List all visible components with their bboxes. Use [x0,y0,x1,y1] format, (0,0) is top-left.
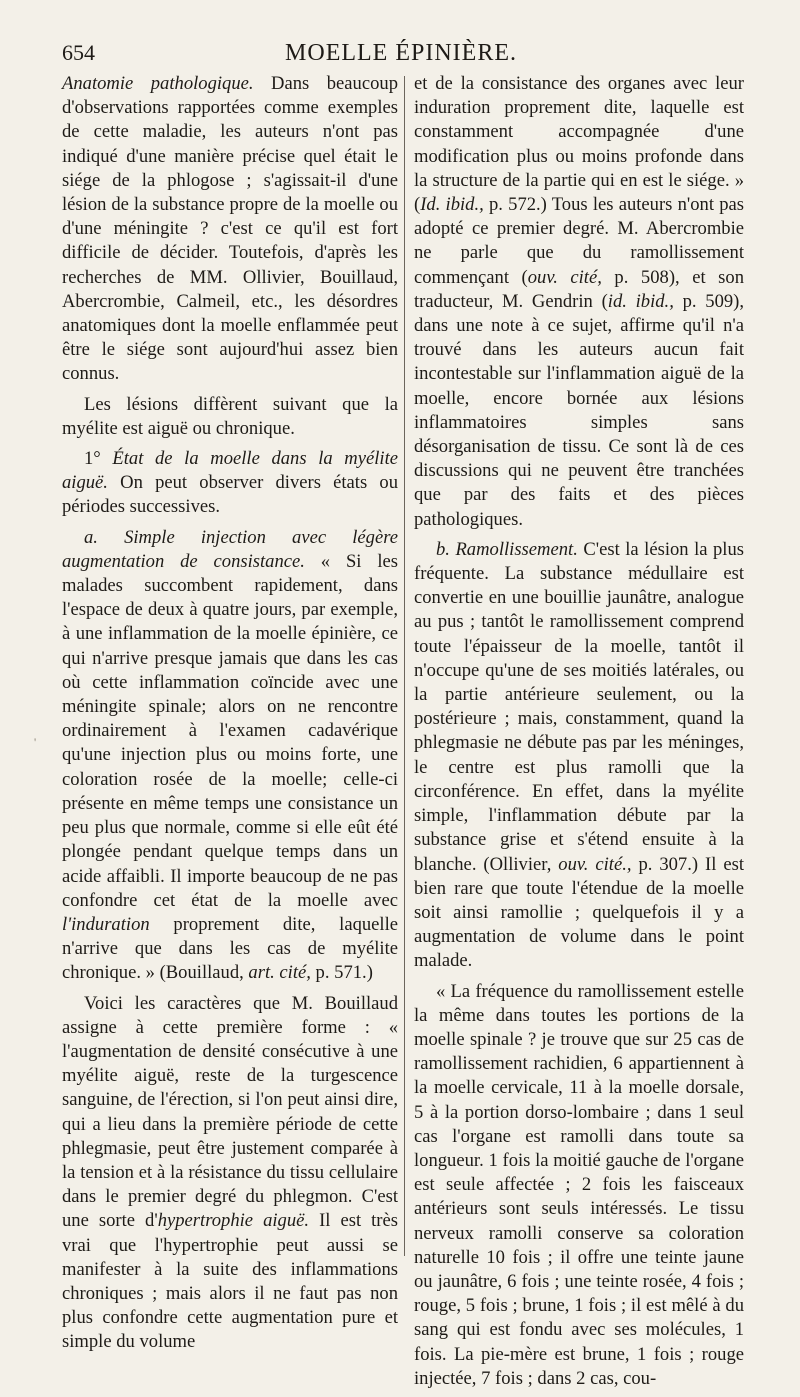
paragraph-caracteres: Voici les caractères que M. Bouillaud assigne à cette première forme : « l'augmentation de densité consécutive à une myélite aiguë, reste de la turgescence sanguine, de l'érection, si l'on peut ainsi dire, qui a lieu dans la première période de cette phlegmasie, peut être justement comparée à la tension et à la résistance du tissu cellulaire dans le premier degré du phlegmon. C'est une sorte d'hypertrophie aiguë. Il est très vrai que l'hypertrophie peut aussi se manifester à la suite des inflammations chroniques ; mais alors il ne faut pas non plus confondre cette augmentation pure et simple du volume [62,992,398,1353]
paragraph-consistance: et de la consistance des organes avec leur induration proprement dite, laquelle est constamment accompagnée d'une modification plus ou moins profonde dans la structure de la partie qui en est le siége. » (Id. ibid., p. 572.) Tous les auteurs n'ont pas adopté ce premier degré. M. Abercrombie ne parle que du ramollissement commençant (ouv. cité, p. 508), et son traducteur, M. Gendrin (id. ibid., p. 509), dans une note à ce sujet, affirme qu'il n'a trouvé dans les auteurs aucun fait incontestable sur l'inflammation aiguë de la moelle, encore bornée aux lésions inflammatoires simples sans désorganisation de tissu. Ce sont là de ces discussions qui ne peuvent être tranchées que par des faits et des pièces pathologiques. [414,73,744,530]
section-heading: Anatomie pathologique. [62,73,254,94]
page-number: 654 [62,40,95,65]
print-speck: ' [34,735,37,749]
running-title: MOELLE ÉPINIÈRE. [285,40,517,66]
paragraph-frequence: « La fréquence du ramollissement estelle la même dans toutes les portions de la moelle spinale ? je trouve que sur 25 cas de ramollissement rachidien, 6 appartiennent à la moelle cervicale, 11 à la moelle dorsale, 5 à la portion dorso-lombaire ; dans 1 seul cas l'organe est ramolli dans toute sa longueur. 1 fois la moitié gauche de l'organe est seule affectée ; 2 fois les faisceaux antérieurs sont seuls intéressés. Le tissu nerveux ramolli conserve sa coloration naturelle 10 fois ; il offre une teinte jaune ou jaunâtre, 6 fois ; une teinte rosée, 4 fois ; rouge, 5 fois ; brune, 1 fois ; il est mêlé à du sang qui est fondu avec ses molécules, 1 fois. La pie-mère est brune, 1 fois ; rouge injectée, 7 fois ; dans 2 cas, cou- [414,980,744,1389]
subsection-heading: a. Simple injection avec légère augmentation de consistance. [62,526,398,572]
subsection-heading: État de la moelle dans la myélite aiguë. [62,448,398,494]
paragraph-lesions: Les lésions diffèrent suivant que la myélite est aiguë ou chronique. [62,393,398,439]
right-column [414,72,744,1397]
column-divider [404,76,405,1256]
paragraph-anatomie-pathologique: Anatomie pathologique. Dans beaucoup d'observations rapportées comme exemples de cette maladie, les auteurs n'ont pas indiqué d'une manière précise quel était le siége de la phlogose ; s'agissait-il d'une lésion de la substance propre de la moelle ou d'une méningite ? c'est ce qu'il est fort difficile de décider. Toutefois, d'après les recherches de MM. Ollivier, Bouillaud, Abercrombie, Calmeil, etc., les désordres anatomiques dont la moelle enflammée peut être le siége sont aujourd'hui assez bien connus. [62,73,398,385]
paragraph-ramollissement: b. Ramollissement. C'est la lésion la plus fréquente. La substance médullaire est convertie en une bouillie jaunâtre, analogue au pus ; tantôt le ramollissement comprend toute l'épaisseur de la moelle, tantôt il n'occupe qu'une de ses moitiés latérales, ou la partie antérieure seulement, ou la postérieure ; mais, constamment, quand la phlegmasie ne débute pas par les méninges, le centre est plus ramolli que la circonférence. En effet, dans la myélite simple, l'inflammation débute par la substance grise et s'étend ensuite à la blanche. (Ollivier, ouv. cité., p. 307.) Il est bien rare que toute l'étendue de la moelle soit ainsi ramollie ; quelquefois il y a augmentation de volume dans le point malade. [414,538,744,972]
subsection-heading: b. Ramollissement. [436,538,578,560]
page-header [62,40,740,70]
paragraph-simple-injection: a. Simple injection avec légère augmentation de consistance. « Si les malades succombent rapidement, dans l'espace de deux à quatre jours, par exemple, à une inflammation de la moelle épinière, ce qui n'arrive presque jamais que dans les cas où cette inflammation coïncide avec une méningite spinale; alors on ne rencontre ordinairement à l'examen cadavérique qu'une injection plus ou moins forte, une coloration rosée de la moelle; celle-ci présente en même temps une consistance un peu plus que normale, comme si elle eût été plongée pendant quelque temps dans un acide affaibli. Il importe beaucoup de ne pas confondre cet état de la moelle avec l'induration proprement dite, laquelle n'arrive que dans les cas de myélite chronique. » (Bouillaud, art. cité, p. 571.) [62,526,398,984]
paragraph-etat-moelle: 1° État de la moelle dans la myélite aiguë. On peut observer divers états ou périodes successives. [62,448,398,518]
left-column [62,72,398,1361]
